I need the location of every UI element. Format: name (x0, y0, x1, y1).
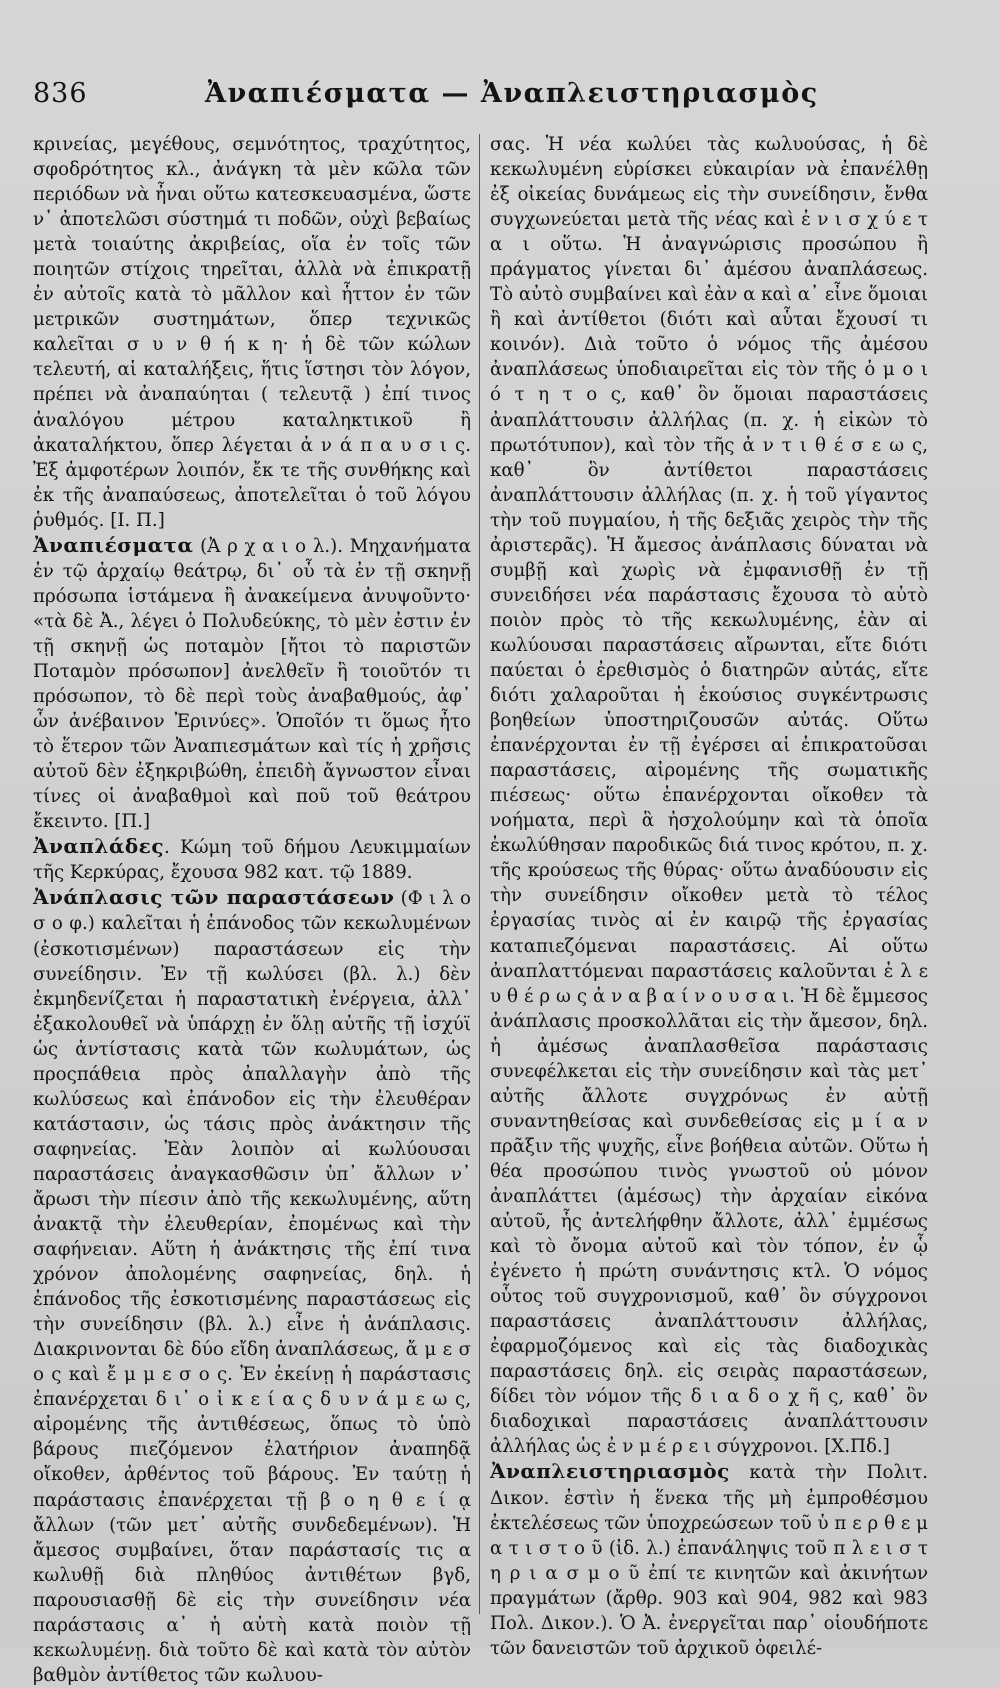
entry-anaplades-text: . Κώμη τοῦ δήμου Λευκιμμαίων τῆς Κερκύρας, ἔχουσα 982 κατ. τῷ 1889. (33, 837, 471, 884)
headword-anapleistiriasmos: Ἀναπλειστηριασμὸς (490, 1459, 730, 1484)
entry-continuation-text: κρινείας, μεγέθους, σεμνότητος, τραχύτητος, σφοδρότητος κλ., ἀνάγκη τὰ μὲν κῶλα τῶν περιόδων νὰ ἦναι οὕτω κατεσκευασμένα, ὥστε ν᾽ ἀποτελῶσι σύστημά τι ποδῶν, οὐχὶ βεβαίως μετὰ τοιαύτης ἀκριβείας, οἵα ἐν τοῖς τῶν ποιητῶν στίχοις τηρεῖται, ἀλλὰ νὰ ἐπικρατῇ ἐν αὐτοῖς κατὰ τὸ μᾶλλον καὶ ἧττον ἐν τῶν μετρικῶν συστημάτων, ὅπερ τεχνικῶς καλεῖται σ υ ν θ ή κ η· ἡ δὲ τῶν κώλων τελευτή, αἱ καταλήξεις, ἥτις ἵστησι τὸν λόγον, πρέπει νὰ ἀναπαύηται ( τελευτᾷ ) ἐπί τινος ἀναλόγου μέτρου καταληκτικοῦ ἢ ἀκαταλήκτου, ὅπερ λέγεται ἀ ν ά π α υ σ ι ς. Ἐξ ἀμφοτέρων λοιπόν, ἔκ τε τῆς συνθήκης καὶ ἐκ τῆς ἀναπαύσεως, ἀποτελεῖται ὁ τοῦ λόγου ῥυθμός. [Ι. Π.] (33, 134, 471, 531)
entry-anaplades (33, 834, 471, 885)
left-column (33, 132, 471, 1688)
headword-anapiesmata: Ἀναπιέσματα (33, 532, 194, 557)
entry-anapiesmata (33, 533, 471, 835)
headword-anaplades: Ἀναπλάδες (33, 834, 165, 859)
entry-anaplasis-continued: σας. Ἡ νέα κωλύει τὰς κωλυούσας, ἡ δὲ κεκωλυμένη εὑρίσκει εὐκαιρίαν νὰ ἐπανέλθῃ ἐξ οἰκείας δυνάμεως εἰς τὴν συνείδησιν, ἔνθα συγχωνεύεται μετὰ τῆς νέας καὶ ἐ ν ι σ χ ύ ε τ α ι οὕτω. Ἡ ἀναγνώρισις προσώπου ἢ πράγματος γίνεται δι᾽ ἀμέσου ἀναπλάσεως. Τὸ αὐτὸ συμβαίνει καὶ ἐὰν α καὶ α᾽ εἶνε ὅμοιαι ἢ καὶ ἀντίθετοι (διότι καὶ αὗται ἔχουσί τι κοινόν). Διὰ τοῦτο ὁ νόμος τῆς ἀμέσου ἀναπλάσεως ὑποδιαιρεῖται εἰς τὸν τῆς ὁ μ ο ι ό τ η τ ο ς, καθ᾽ ὃν ὅμοιαι παραστάσεις ἀναπλάττουσιν ἀλλήλας (π. χ. ἡ εἰκὼν τὸ πρωτότυπον), καὶ τὸν τῆς ἀ ν τ ι θ έ σ ε ω ς, καθ᾽ ὃν ἀντίθετοι παραστάσεις ἀναπλάττουσιν ἀλλήλας (π. χ. ἡ τοῦ γίγαντος τὴν τοῦ πυγμαίου, ἡ τῆς δεξιᾶς χειρὸς τὴν τῆς ἀριστερᾶς). Ἡ ἄμεσος ἀνάπλασις δύναται νὰ συμβῇ καὶ χωρὶς νὰ ἐμφανισθῇ ἐν τῇ συνειδήσει νέα παράστασις ἔχουσα τὸ αὐτὸ ποιὸν πρὸς τὸ τῆς κεκωλυμένης, ἐὰν αἱ κωλύουσαι παραστάσεις αἴρωνται, εἴτε διότι παύεται ὁ ἐρεθισμὸς ὁ διατηρῶν αὐτάς, εἴτε διότι χαλαροῦται ἡ ἑκούσιος συγκέντρωσις βοηθείων ὑποστηριζουσῶν αὐτάς. Οὕτω ἐπανέρχονται ἐν τῇ ἐγέρσει αἱ ἐπικρατοῦσαι παραστάσεις, αἰρομένης τῆς σωματικῆς πιέσεως· οὕτω ἐπανέρχονται οἴκοθεν τὰ νοήματα, περὶ ἃ ἠσχολούμην καὶ τὰ ὁποῖα ἐκωλύθησαν παροδικῶς διά τινος κρότου, π. χ. τῆς κρούσεως τῆς θύρας· οὕτω ἀναδύουσιν εἰς τὴν συνείδησιν οἴκοθεν μετὰ τὸ τέλος ἐργασίας τινὸς αἱ ἐν καιρῷ τῆς ἐργασίας καταπιεζόμεναι παραστάσεις. Αἱ οὕτω ἀναπλαττόμεναι παραστάσεις καλοῦνται ἐ λ ε υ θ έ ρ ω ς ἀ ν α β α ί ν ο υ σ α ι. Ἡ δὲ ἔμμεσος ἀνάπλασις προσκολλᾶται εἰς τὴν ἄμεσον, δηλ. ἡ ἀμέσως ἀναπλασθεῖσα παράστασις συνεφέλκεται εἰς τὴν συνείδησιν καὶ τὰς μετ᾽ αὐτῆς ἄλλοτε συγχρόνως ἐν αὐτῇ συναντηθείσας καὶ συνδεθείσας εἰς μ ί α ν πρᾶξιν τῆς ψυχῆς, εἶνε βοήθεια αὐτῶν. Οὕτω ἡ θέα προσώπου τινὸς γνωστοῦ οὐ μόνον ἀναπλάττει (ἀμέσως) τὴν ἀρχαίαν εἰκόνα αὐτοῦ, ἧς ἀντελήφθην ἄλλοτε, ἀλλ᾽ ἐμμέσως καὶ τὸ ὄνομα αὐτοῦ καὶ τὸν τόπον, ἐν ᾧ ἐγένετο ἡ πρώτη συνάντησις κτλ. Ὁ νόμος οὗτος τοῦ συγχρονισμοῦ, καθ᾽ ὃν σύγχρονοι παραστάσεις ἀναπλάττουσιν ἀλλήλας, ἐφαρμοζόμενος καὶ εἰς τὰς διαδοχικὰς παραστάσεις δηλ. εἰς σειρὰς παραστάσεων, δίδει τὸν νόμον τῆς δ ι α δ ο χ ῆ ς, καθ᾽ ὃν διαδοχικαὶ παραστάσεις ἀναπλάττουσιν ἀλλήλας ὡς ἐ ν μ έ ρ ε ι σύγχρονοι. [Χ.Πδ.] (490, 134, 928, 1458)
entry-anapleistiriasmos-text: κατὰ τὴν Πολιτ. Δικον. ἐστὶν ἡ ἕνεκα τῆς μὴ ἐμπροθέσμου ἐκτελέσεως τῶν ὑποχρεώσεων τοῦ ὑ π ε ρ θ ε μ α τ ι σ τ ο ῦ (ἰδ. λ.) ἐπανάληψις τοῦ π λ ε ι σ τ η ρ ι α σ μ ο ῦ ἐπί τε κινητῶν καὶ ἀκινήτων πραγμάτων (ἄρθρ. 903 καὶ 904, 982 καὶ 983 Πολ. Δικον.). Ὁ Ἀ. ἐνεργεῖται παρ᾽ οἱουδήποτε τῶν δανειστῶν τοῦ ἀρχικοῦ ὀφειλέ- (490, 1462, 928, 1659)
column-divider (479, 134, 480, 1614)
right-column (490, 132, 928, 1661)
entry-anapleistiriasmos (490, 1459, 928, 1660)
running-head: Ἀναπιέσματα — Ἀναπλειστηριασμὸς (205, 78, 819, 109)
entry-anapiesmata-text: (Ἀ ρ χ α ι ο λ.). Μηχανήματα ἐν τῷ ἀρχαίῳ θεάτρῳ, δι᾽ οὗ τὰ ἐν τῇ σκηνῇ πρόσωπα ἱστάμενα ἢ ἀνακείμενα ἀνυψοῦντο· «τὰ δὲ Ἀ., λέγει ὁ Πολυδεύκης, τὸ μὲν ἐστιν ἐν τῇ σκηνῇ ὡς ποταμὸν [ἤτοι τὸ παριστῶν Ποταμὸν πρόσωπον] ἀνελθεῖν ἢ τοιοῦτόν τι πρόσωπον, τὸ δὲ περὶ τοὺς ἀναβαθμούς, ἀφ᾽ ὧν ἀνέβαινον Ἐρινύες». Ὁποῖόν τι ὅμως ἦτο τὸ ἕτερον τῶν Ἀναπιεσμάτων καὶ τίς ἡ χρῆσις αὐτοῦ δὲν ἐξηκριβώθη, ἐπειδὴ ἄγνωστον εἶναι τίνες οἱ ἀναβαθμοὶ καὶ ποῦ τοῦ θεάτρου ἔκειντο. [Π.] (33, 535, 471, 833)
entry-anaplasis-text: (Φ ι λ ο σ ο φ.) καλεῖται ἡ ἐπάνοδος τῶν κεκωλυμένων (ἐσκοτισμένων) παραστάσεων εἰς τὴν συνείδησιν. Ἐν τῇ κωλύσει (βλ. λ.) δὲν ἐκμηδενίζεται ἡ παραστατικὴ ἐνέργεια, ἀλλ᾽ ἐξακολουθεῖ νὰ ὑπάρχῃ ἐν ὅλῃ αὐτῆς τῇ ἰσχύϊ ὡς ἀντίστασις κατὰ τῶν κωλυμάτων, ὡς προςπάθεια πρὸς ἀπαλλαγὴν ἀπὸ τῆς κωλύσεως καὶ ἐπάνοδον εἰς τὴν ἐλευθέραν κατάστασιν, ὡς τάσις πρὸς ἀνάκτησιν τῆς σαφηνείας. Ἐὰν λοιπὸν αἱ κωλύουσαι παραστάσεις ἀναγκασθῶσιν ὑπ᾽ ἄλλων ν᾽ ἄρωσι τὴν πίεσιν ἀπὸ τῆς κεκωλυμένης, αὕτη ἀνακτᾷ τὴν ἐλευθερίαν, ἐπομένως καὶ τὴν σαφήνειαν. Αὕτη ἡ ἀνάκτησις τῆς ἐπί τινα χρόνον ἀπολομένης σαφηνείας, δηλ. ἡ ἐπάνοδος τῆς ἐσκοτισμένης παραστάσεως εἰς τὴν συνείδησιν (βλ. λ.) εἶνε ἡ ἀνάπλασις. Διακρινονται δὲ δύο εἴδη ἀναπλάσεως, ἄ μ ε σ ο ς καὶ ἔ μ μ ε σ ο ς. Ἐν ἐκείνῃ ἡ παράστασις ἐπανέρχεται δ ι᾽ ο ἰ κ ε ί α ς δ υ ν ά μ ε ω ς, αἰρομένης τῆς ἀντιθέσεως, ὅπως τὸ ὑπὸ βάρους πιεζόμενον ἐλατήριον ἀναπηδᾷ οἴκοθεν, ἀρθέντος τοῦ βάρους. Ἐν ταύτῃ ἡ παράστασις ἐπανέρχεται τῇ β ο η θ ε ί ᾳ ἄλλων (τῶν μετ᾽ αὐτῆς συνδεδεμένων). Ἡ ἄμεσος συμβαίνει, ὅταν παράστασίς τις α κωλυθῇ διὰ πληθύος ἀντιθέτων βγδ, παρουσιασθῇ δὲ εἰς τὴν συνείδησιν νέα παράστασις α᾽ ἡ αὐτὴ κατὰ ποιὸν τῇ κεκωλυμένῃ. διὰ τοῦτο δὲ καὶ κατὰ τὸν αὐτὸν βαθμὸν ἀντίθετος τῶν κωλυου- (33, 888, 471, 1686)
headword-anaplasis: Ἀνάπλασις τῶν παραστάσεων (33, 885, 395, 910)
entry-anaplasis (33, 885, 471, 1688)
page-number: 836 (33, 78, 88, 109)
page-header (0, 72, 1000, 128)
